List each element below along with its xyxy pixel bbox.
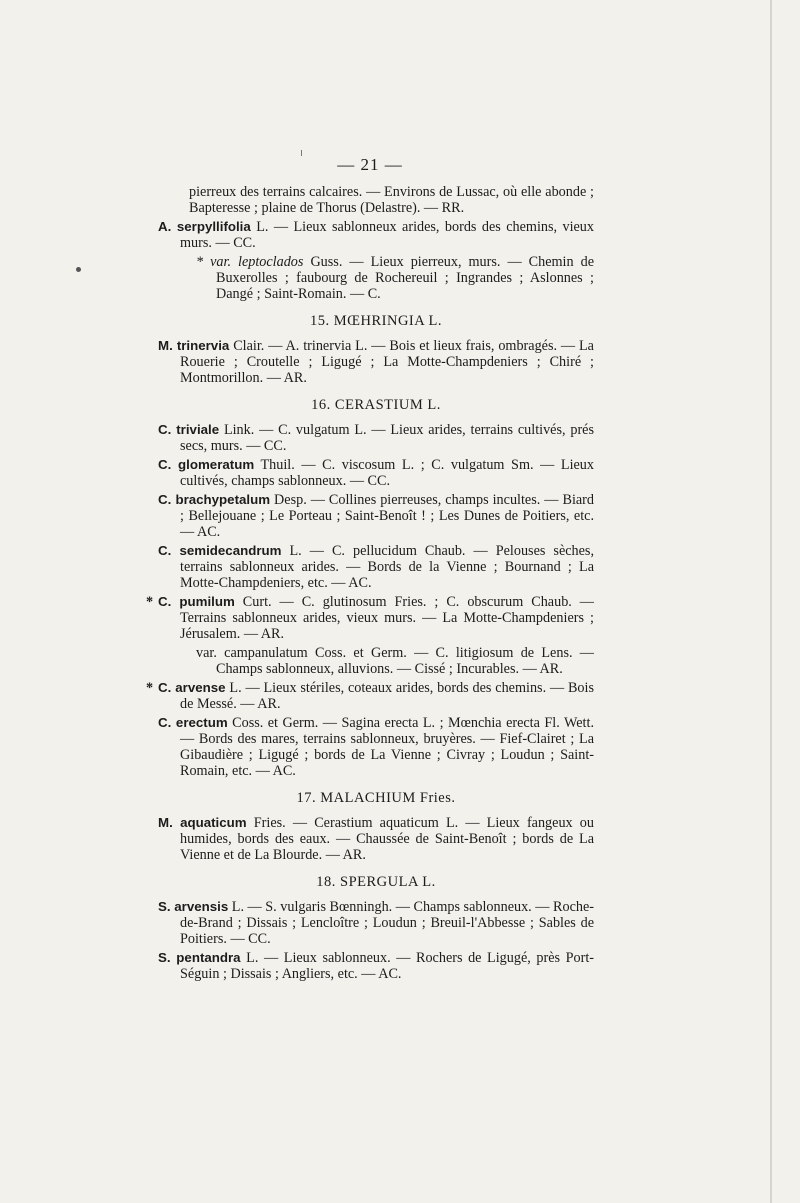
species-text: Desp. — Collines pierreuses, champs incultes. — Biard ; Bellejouane ; Le Porteau ; Saint-Benoît ! ; Les Dunes de Poitiers, etc. — AC. [180, 492, 594, 540]
species-entry [158, 457, 594, 489]
page-fold-shadow [770, 0, 772, 1203]
variety-name: * var. leptoclados [196, 254, 304, 270]
species-name: C. arvense [158, 680, 226, 695]
section-heading: 16. CERASTIUM L. [311, 397, 441, 413]
species-text: L. — Lieux sablonneux arides, bords des chemins, vieux murs. — CC. [180, 219, 594, 251]
species-name: M. aquaticum [158, 815, 247, 830]
species-entry [158, 950, 594, 982]
section-heading: 18. SPERGULA L. [316, 874, 436, 890]
species-entry [158, 219, 594, 251]
paragraph-continued: pierreux des terrains calcaires. — Environs de Lussac, où elle abonde ; Bapteresse ; plaine de Thorus (Delastre). — RR. [189, 184, 594, 216]
species-name: M. trinervia [158, 338, 230, 353]
section-heading: 15. MŒHRINGIA L. [309, 313, 443, 329]
species-entry [146, 680, 594, 712]
page-number: — 21 — [337, 155, 403, 174]
species-name: C. glomeratum [158, 457, 255, 472]
variety-text: Guss. — Lieux pierreux, murs. — Chemin de Buxerolles ; faubourg de Rochereuil ; Ingrandes ; Aslonnes ; Dangé ; Saint-Romain. — C. [216, 254, 594, 302]
species-entry [158, 422, 594, 454]
asterisk-mark: * [146, 594, 154, 610]
variety-entry [158, 254, 594, 302]
species-entry [158, 815, 594, 863]
species-name: C. semidecandrum [158, 543, 282, 558]
species-text: L. — C. pellucidum Chaub. — Pelouses sèches, terrains sablonneux arides. — Bords de la Vienne ; Bournand ; La Motte-Champdeniers, etc. — AC. [180, 543, 594, 591]
species-name: S. pentandra [158, 950, 241, 965]
text-body [146, 184, 594, 985]
species-name: C. erectum [158, 715, 228, 730]
species-text: Clair. — A. trinervia L. — Bois et lieux frais, ombragés. — La Rouerie ; Croutelle ; Ligugé ; La Motte-Champdeniers ; Chiré ; Montmorillon. — AR. [180, 338, 594, 386]
species-name: C. triviale [158, 422, 220, 437]
species-entry [158, 899, 594, 947]
species-text: Fries. — Cerastium aquaticum L. — Lieux fangeux ou humides, bords des eaux. — Chaussée de Saint-Benoît ; bords de La Vienne et de La Blourde. — AR. [180, 815, 594, 863]
species-text: L. — Lieux stériles, coteaux arides, bords des chemins. — Bois de Messé. — AR. [180, 680, 594, 712]
species-entry [146, 594, 594, 642]
margin-dot [76, 267, 81, 272]
asterisk-mark: * [146, 680, 154, 696]
species-name: A. serpyllifolia [158, 219, 251, 234]
species-text: Thuil. — C. viscosum L. ; C. vulgatum Sm. — Lieux cultivés, champs sablonneux. — CC. [180, 457, 594, 489]
species-entry [158, 492, 594, 540]
variety-entry: var. campanulatum Coss. et Germ. — C. litigiosum de Lens. — Champs sablonneux, alluvions. — Cissé ; Incurables. — AR. [196, 645, 594, 677]
species-text: L. — Lieux sablonneux. — Rochers de Ligugé, près Port-Séguin ; Dissais ; Angliers, etc. — AC. [180, 950, 594, 982]
species-entry [158, 338, 594, 386]
species-entry [158, 715, 594, 779]
species-name: S. arvensis [158, 899, 229, 914]
species-name: C. brachypetalum [158, 492, 271, 507]
species-entry [158, 543, 594, 591]
species-name: C. pumilum [158, 594, 235, 609]
species-text: Link. — C. vulgatum L. — Lieux arides, terrains cultivés, prés secs, murs. — CC. [180, 422, 594, 454]
species-text: L. — S. vulgaris Bœnningh. — Champs sablonneux. — Roche-de-Brand ; Dissais ; Lencloître ; Loudun ; Breuil-l'Abbesse ; Sables de Poitiers. — CC. [180, 899, 594, 947]
section-heading: 17. MALACHIUM Fries. [296, 790, 456, 806]
species-text: Curt. — C. glutinosum Fries. ; C. obscurum Chaub. — Terrains sablonneux arides, vieux murs. — La Motte-Champdeniers ; Jérusalem. — AR. [180, 594, 594, 642]
species-text: Coss. et Germ. — Sagina erecta L. ; Mœnchia erecta Fl. Wett. — Bords des mares, terrains sablonneux, bruyères. — Fief-Clairet ; La Gibaudière ; Ligugé ; bords de La Vienne ; Civray ; Loudun ; Saint-Romain, etc. — AC. [180, 715, 594, 779]
